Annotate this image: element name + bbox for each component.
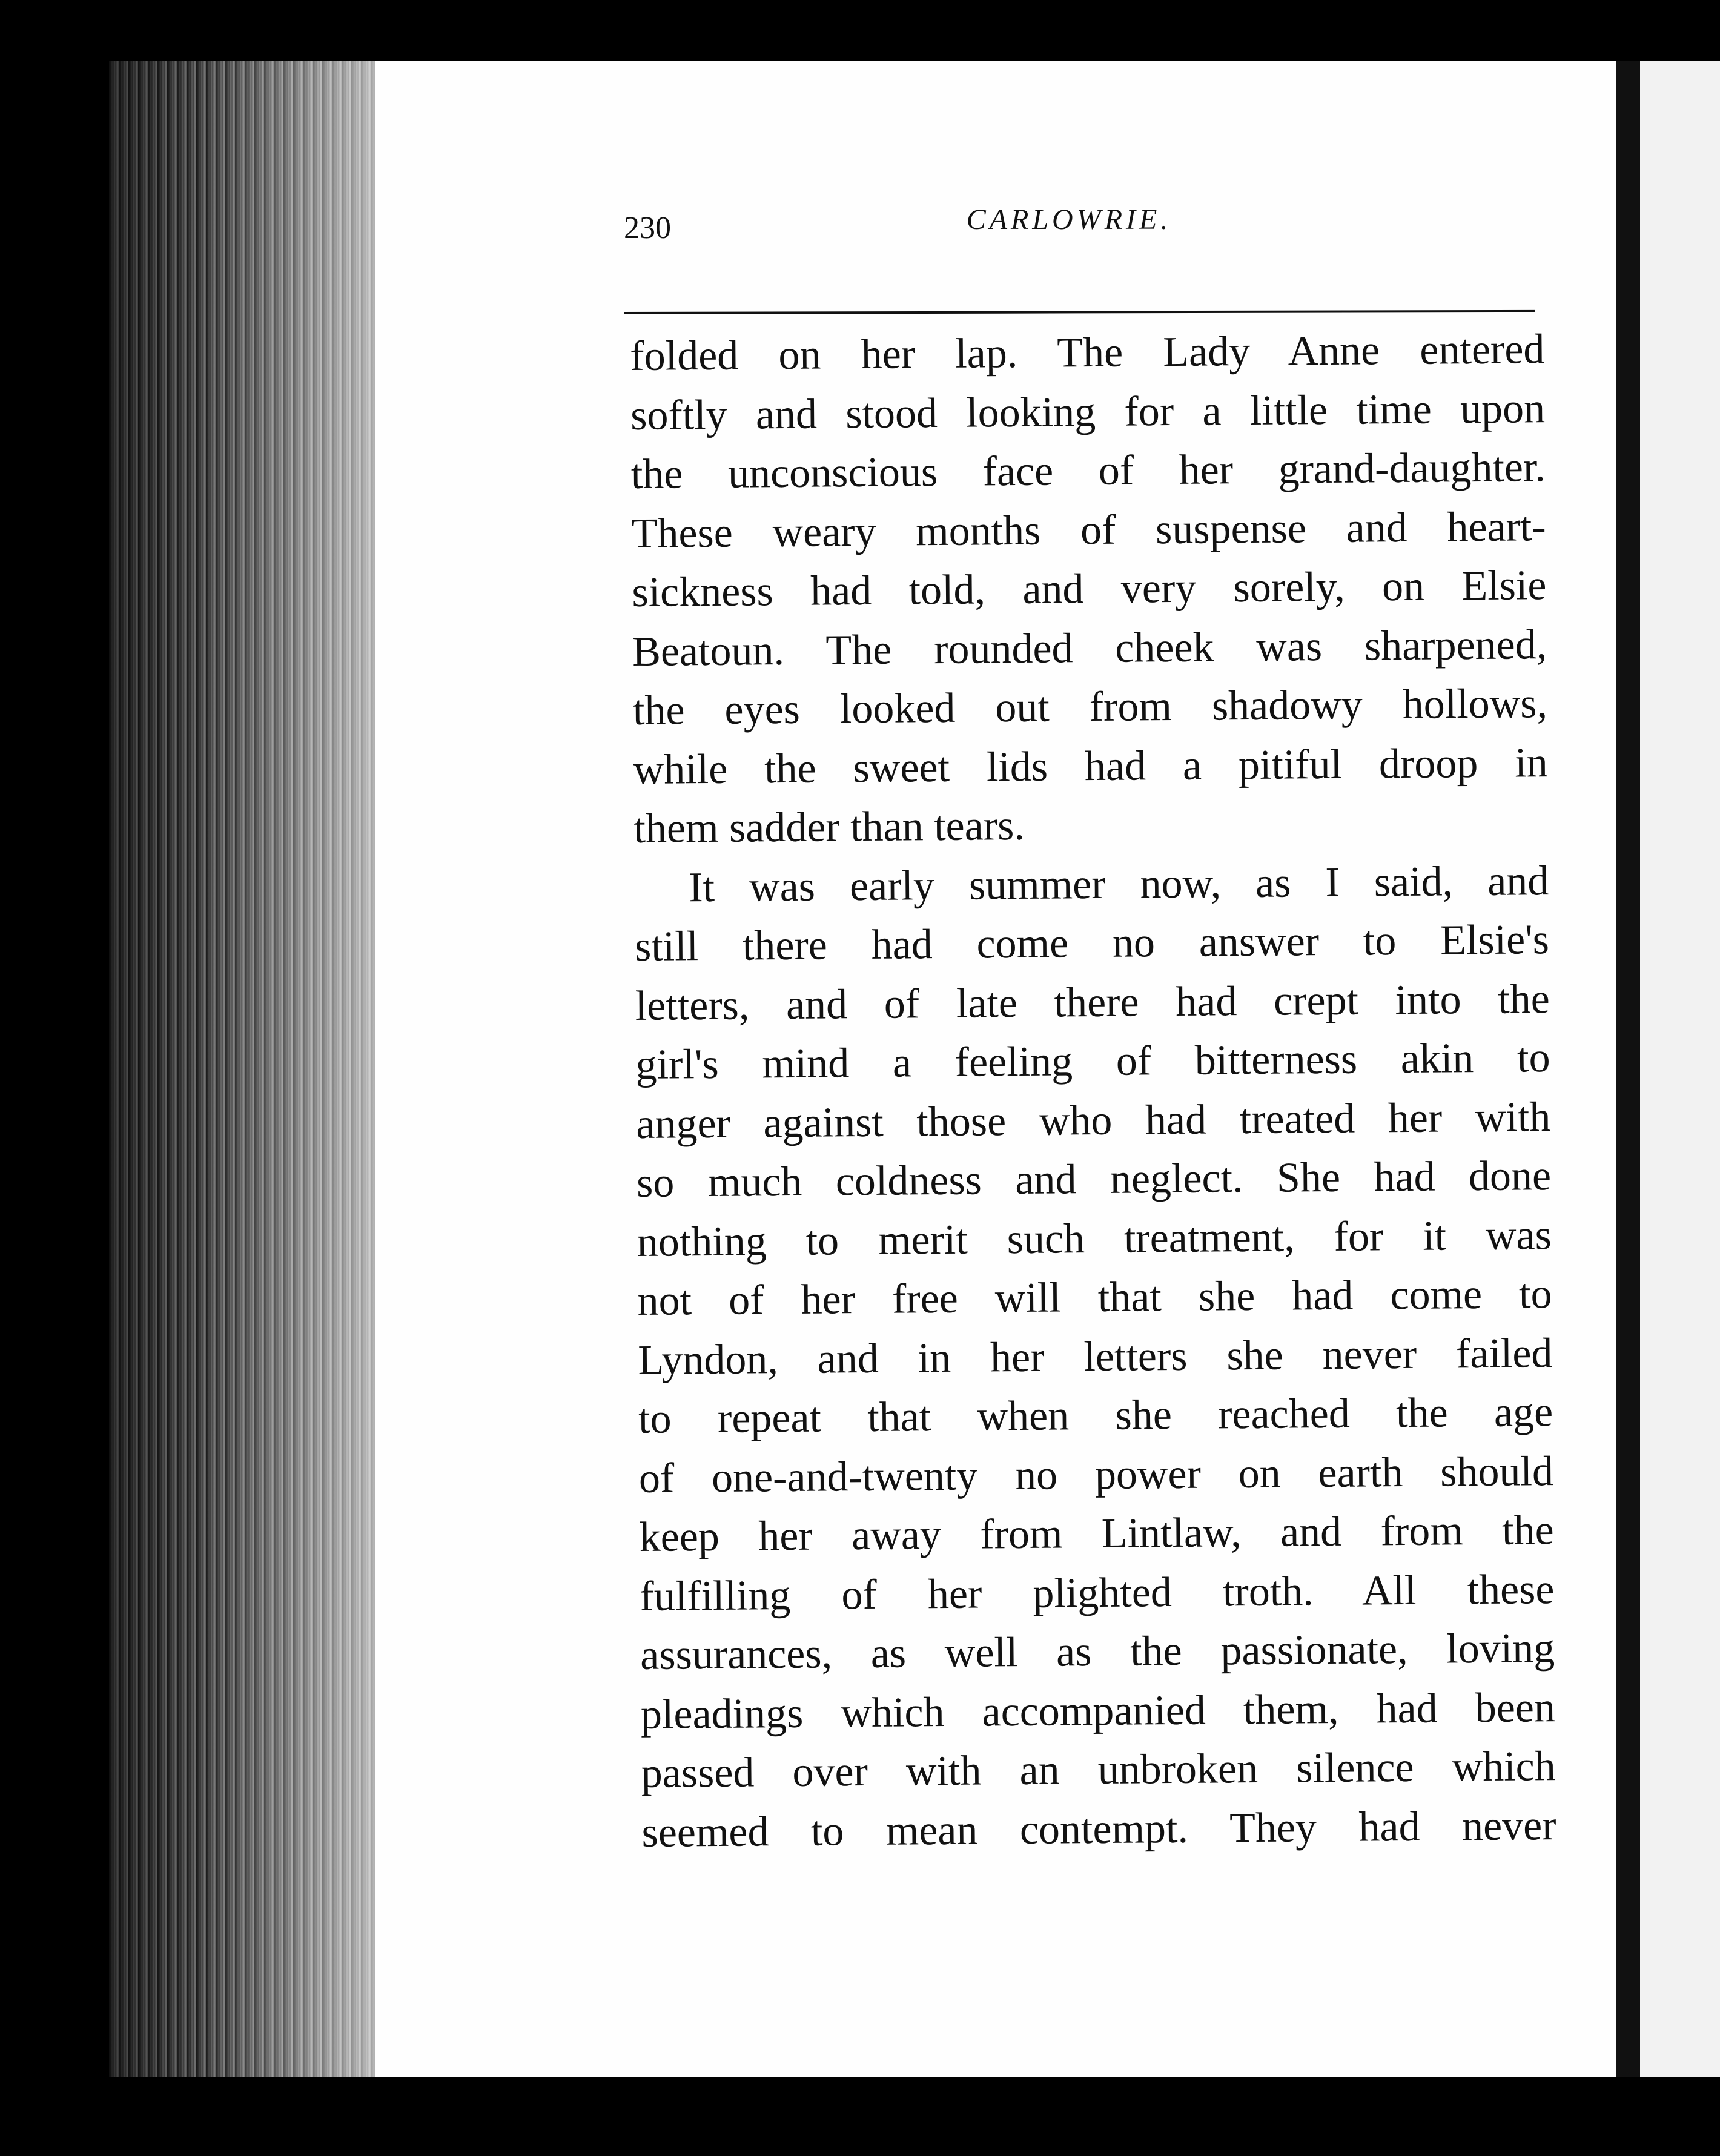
text-line: keep her away from Lintlaw, and from the [639,1507,1554,1561]
text-line: anger against those who had treated her with [636,1093,1551,1148]
text-line: so much coldness and neglect. She had done [636,1152,1552,1206]
body-text [630,320,1556,1862]
text-line: assurances, as well as the passionate, loving [640,1625,1555,1679]
book-gutter [1616,61,1640,2077]
text-line: These weary months of suspense and heart- [631,503,1546,557]
page-edges [109,61,375,2077]
text-line: still there had come no answer to Elsie's [634,916,1550,970]
text-line: seemed to mean contempt. They had never [641,1802,1556,1856]
text-line: sickness had told, and very sorely, on Elsie [632,562,1547,616]
text-line: them sadder than tears. [633,802,1025,852]
next-page-edge [1640,61,1720,2077]
text-line: the eyes looked out from shadowy hollows, [632,680,1548,734]
text-line: while the sweet lids had a pitiful droop in [633,739,1548,793]
page-number: 230 [624,211,671,245]
text-line: It was early summer now, as I said, and [688,857,1549,911]
text-line: not of her free will that she had come to [637,1271,1552,1324]
text-line: fulfilling of her plighted troth. All these [640,1566,1555,1620]
text-line: softly and stood looking for a little time upon [630,385,1546,439]
book-page [375,61,1616,2077]
text-line: to repeat that when she reached the age [638,1389,1553,1443]
text-line: folded on her lap. The Lady Anne entered [630,326,1545,380]
text-line: letters, and of late there had crept into the [635,975,1550,1030]
text-line: girl's mind a feeling of bitterness akin to [635,1034,1550,1088]
text-line: nothing to merit such treatment, for it was [637,1211,1552,1266]
header-rule [624,310,1535,314]
running-head [624,197,1514,263]
text-line: Beatoun. The rounded cheek was sharpened, [632,621,1547,675]
text-line: of one-and-twenty no power on earth should [638,1447,1554,1502]
text-line: the unconscious face of her grand-daughter. [630,444,1546,498]
text-line: pleadings which accompanied them, had been [640,1684,1556,1738]
running-title: CARLOWRIE. [966,203,1172,236]
text-line: passed over with an unbroken silence which [641,1743,1556,1797]
text-line: Lyndon, and in her letters she never failed [638,1329,1553,1384]
